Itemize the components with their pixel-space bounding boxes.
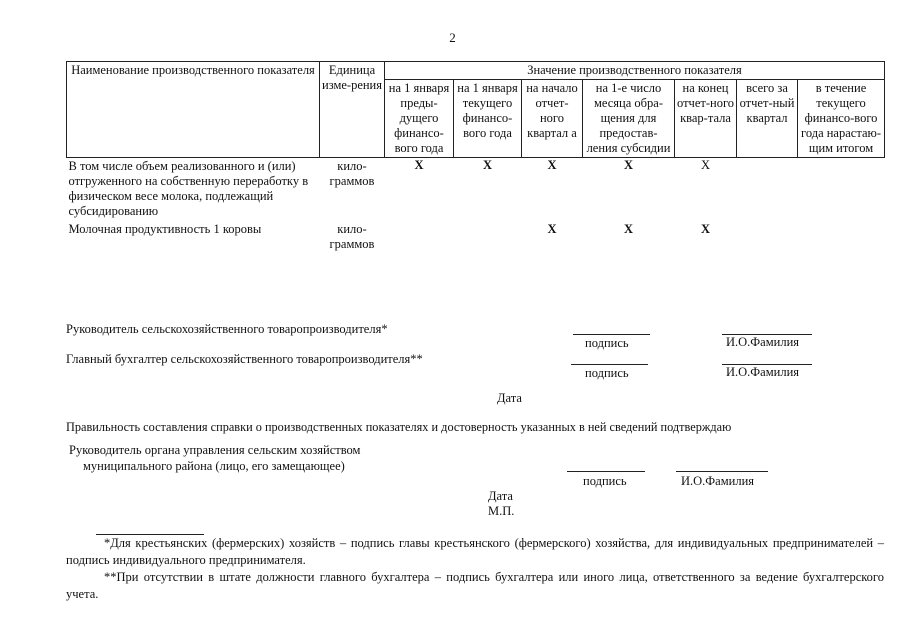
row-indicator-name: Молочная продуктивность 1 коровы [68,222,262,236]
row-mark [737,219,798,252]
subheader-cell: на начало отчет-ного квартал а [522,80,583,158]
subheader-cell: на 1 января текущего финансо-вого года [454,80,522,158]
authority-label-line1: Руководитель органа управления сельским хозяйством [69,443,361,457]
row-mark [798,219,885,252]
head-signature-caption: подпись [585,336,629,350]
signature-date-label: Дата [497,391,522,405]
row-unit: кило-граммов [329,159,375,188]
row-mark: X [482,158,493,172]
subheader-cell: на 1-е число месяца обра-щения для предостав-ления субсидии [583,80,675,158]
row-mark [737,158,798,220]
row-mark: X [547,158,557,172]
header-value-group: Значение производственного показателя [385,62,885,80]
subheader-cell: на 1 января преды-дущего финансо-вого года [385,80,454,158]
row-mark: X [414,158,424,172]
header-indicator-name: Наименование производственного показателя [67,62,320,158]
head-signature-line [573,334,650,335]
table-row [67,158,885,220]
footnote-2: **При отсутствии в штате должности главного бухгалтера – подпись бухгалтера или иного лица, ответственного за ведение бухгалтерского учета. [66,570,884,601]
seal-label: М.П. [488,504,515,518]
row-mark [385,219,454,252]
accountant-signature-caption: подпись [585,366,629,380]
table-header-row [67,62,885,80]
production-indicators-table [66,61,885,252]
row-unit: кило-граммов [329,222,375,251]
subheader-cell: всего за отчет-ный квартал [737,80,798,158]
row-mark [798,158,885,220]
authority-signature-line [567,471,645,472]
head-signature-label: Руководитель сельскохозяйственного товаропроизводителя* [66,322,388,336]
header-unit: Единица изме-рения [320,62,385,158]
footnote-1: *Для крестьянских (фермерских) хозяйств – подпись главы крестьянского (фермерского) хозяйства, для индивидуальных предпринимателей – подпись индивидуального предпринимателя. [66,536,884,567]
row-mark: X [700,222,711,236]
row-mark [454,219,522,252]
row-mark: X [623,222,634,236]
row-mark: X [700,158,711,172]
table-row [67,219,885,252]
authority-name-caption: И.О.Фамилия [681,474,755,488]
accountant-name-caption: И.О.Фамилия [726,365,800,379]
confirmation-statement: Правильность составления справки о производственных показателях и достоверность указанных в ней сведений подтверждаю [66,420,732,434]
row-indicator-name: В том числе объем реализованного и (или) отгруженного на собственную переработку в физическом весе молока, подлежащий субсидированию [68,159,309,218]
row-mark: X [623,158,634,172]
accountant-signature-label: Главный бухгалтер сельскохозяйственного товаропроизводителя** [66,352,423,366]
head-name-caption: И.О.Фамилия [726,335,800,349]
authority-label-line2: муниципального района (лицо, его замещающее) [83,459,345,473]
authority-name-line [676,471,768,472]
accountant-signature-line [571,364,648,365]
authority-signature-caption: подпись [583,474,627,488]
confirmation-date-label: Дата [488,489,513,503]
subheader-cell: в течение текущего финансо-вого года нарастаю-щим итогом [798,80,885,158]
subheader-cell: на конец отчет-ного квар-тала [675,80,737,158]
page-number: 2 [449,30,456,45]
row-mark: X [547,222,557,236]
